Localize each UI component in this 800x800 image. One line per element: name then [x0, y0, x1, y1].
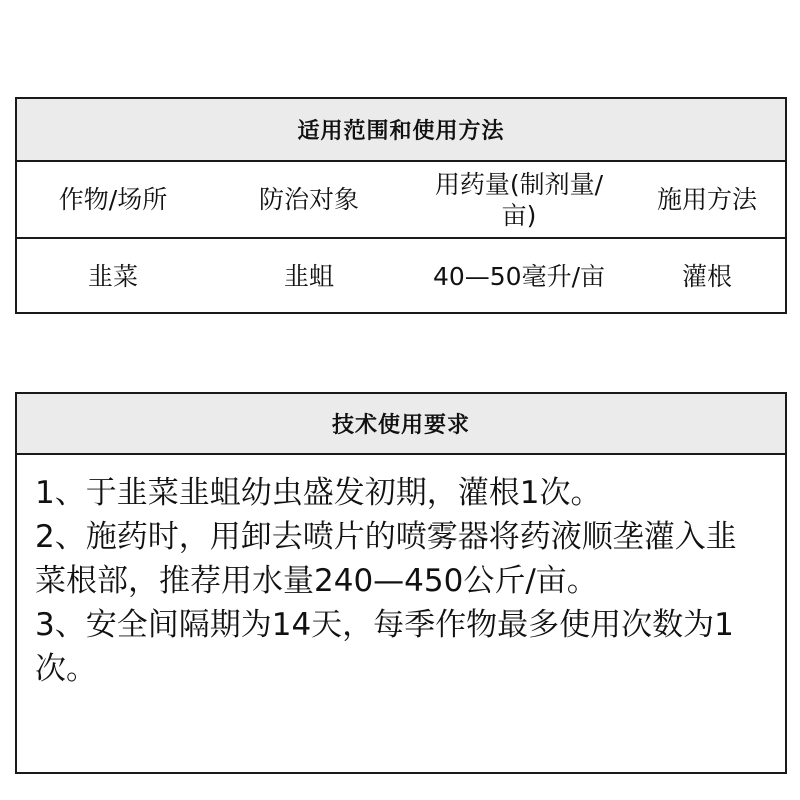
- header-dosage: 用药量(制剂量/亩): [434, 169, 604, 230]
- header-method: 施用方法: [656, 185, 757, 214]
- table-row: [17, 239, 785, 314]
- header-crop: 作物/场所: [58, 185, 168, 214]
- cell-dosage: 40—50毫升/亩: [432, 262, 606, 291]
- cell-target: 韭蛆: [283, 262, 334, 291]
- requirement-item: 2、施药时，用卸去喷片的喷雾器将药液顺垄灌入韭菜根部，推荐用水量240—450公斤/亩。: [35, 519, 737, 599]
- tech-requirements-title: 技术使用要求: [17, 394, 785, 455]
- usage-table: [15, 97, 787, 314]
- requirement-item: 3、安全间隔期为14天，每季作物最多使用次数为1次。: [35, 607, 734, 687]
- header-target: 防治对象: [258, 185, 359, 214]
- cell-method: 灌根: [681, 262, 732, 291]
- cell-crop: 韭菜: [87, 262, 138, 291]
- tech-requirements-box: [15, 392, 787, 774]
- tech-requirements-body: [17, 455, 785, 691]
- usage-table-header-row: [17, 162, 785, 239]
- requirement-item: 1、于韭菜韭蛆幼虫盛发初期，灌根1次。: [35, 475, 602, 511]
- usage-table-title: 适用范围和使用方法: [17, 99, 785, 162]
